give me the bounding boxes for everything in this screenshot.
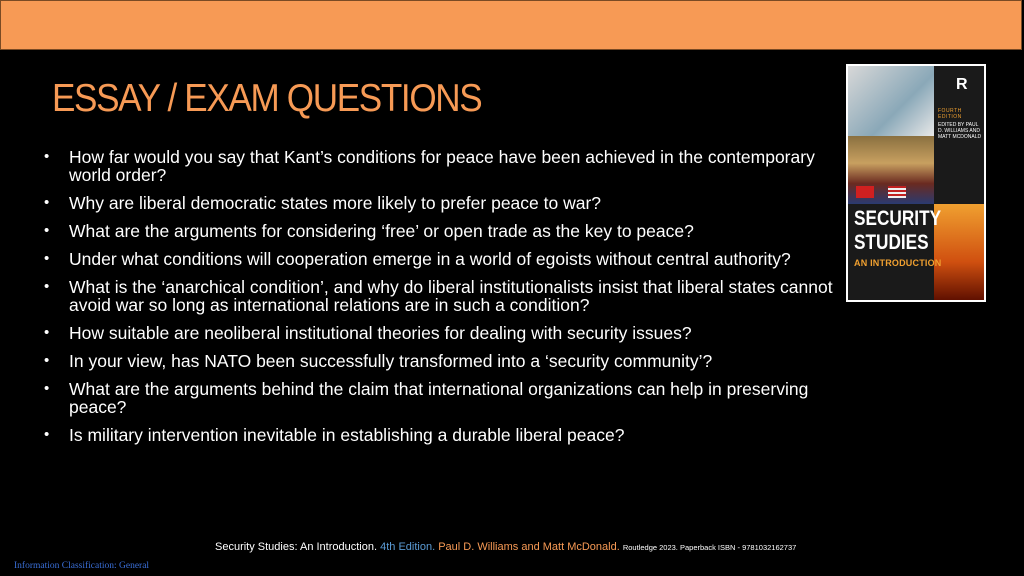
question-item [44,278,834,314]
question-item [44,148,834,184]
slide-title: ESSAY / EXAM QUESTIONS [52,77,482,120]
question-text: What are the arguments for considering ‘free’ or open trade as the key to peace? [69,221,694,241]
cover-editors: EDITED BY PAUL D. WILLIAMS AND MATT MCDONALD [938,122,982,140]
bullet-icon: • [44,250,50,267]
cover-photo-fire [934,204,984,300]
cover-subtitle: AN INTRODUCTION [854,258,942,268]
citation-publisher: Routledge 2023. Paperback ISBN - 9781032162737 [622,543,797,552]
question-text: Is military intervention inevitable in establishing a durable liberal peace? [69,425,625,445]
bullet-icon: • [44,194,50,211]
question-item [44,324,834,342]
question-text: In your view, has NATO been successfully transformed into a ‘security community’? [69,351,713,371]
question-text: Why are liberal democratic states more likely to prefer peace to war? [69,193,602,213]
bullet-icon: • [44,222,50,239]
question-item [44,194,834,212]
information-classification: Information Classification: General [14,561,150,571]
book-cover-image [846,64,986,302]
question-item [44,426,834,444]
us-flag-icon [888,186,906,198]
citation-edition: 4th Edition. [380,541,436,553]
bullet-icon: • [44,352,50,369]
bullet-icon: • [44,278,50,295]
question-item [44,380,834,416]
china-flag-icon [856,186,874,198]
bullet-icon: • [44,426,50,443]
question-item [44,250,834,268]
question-item [44,352,834,370]
question-text: How far would you say that Kant’s conditions for peace have been achieved in the contemporary world order? [69,147,815,185]
cover-edition: FOURTH EDITION [938,108,962,120]
top-banner [0,0,1022,50]
question-text: What is the ‘anarchical condition’, and why do liberal institutionalists insist that liberal states cannot avoid war so long as international relations are in such a condition? [69,277,833,315]
question-text: What are the arguments behind the claim that international organizations can help in preserving peace? [69,379,809,417]
publisher-logo: R [956,76,968,93]
cover-title-line1: SECURITY [854,207,942,230]
question-text: Under what conditions will cooperation emerge in a world of egoists without central authority? [69,249,791,269]
bullet-icon: • [44,148,50,165]
cover-photo-medical [848,66,934,136]
citation-title: Security Studies: An Introduction. [215,541,378,553]
bullet-icon: • [44,324,50,341]
book-citation [215,541,796,553]
question-item [44,222,834,240]
cover-title-line2: STUDIES [854,231,929,254]
citation-authors: Paul D. Williams and Matt McDonald. [438,541,620,553]
question-text: How suitable are neoliberal institutional theories for dealing with security issues? [69,323,692,343]
bullet-icon: • [44,380,50,397]
question-list [44,148,834,454]
